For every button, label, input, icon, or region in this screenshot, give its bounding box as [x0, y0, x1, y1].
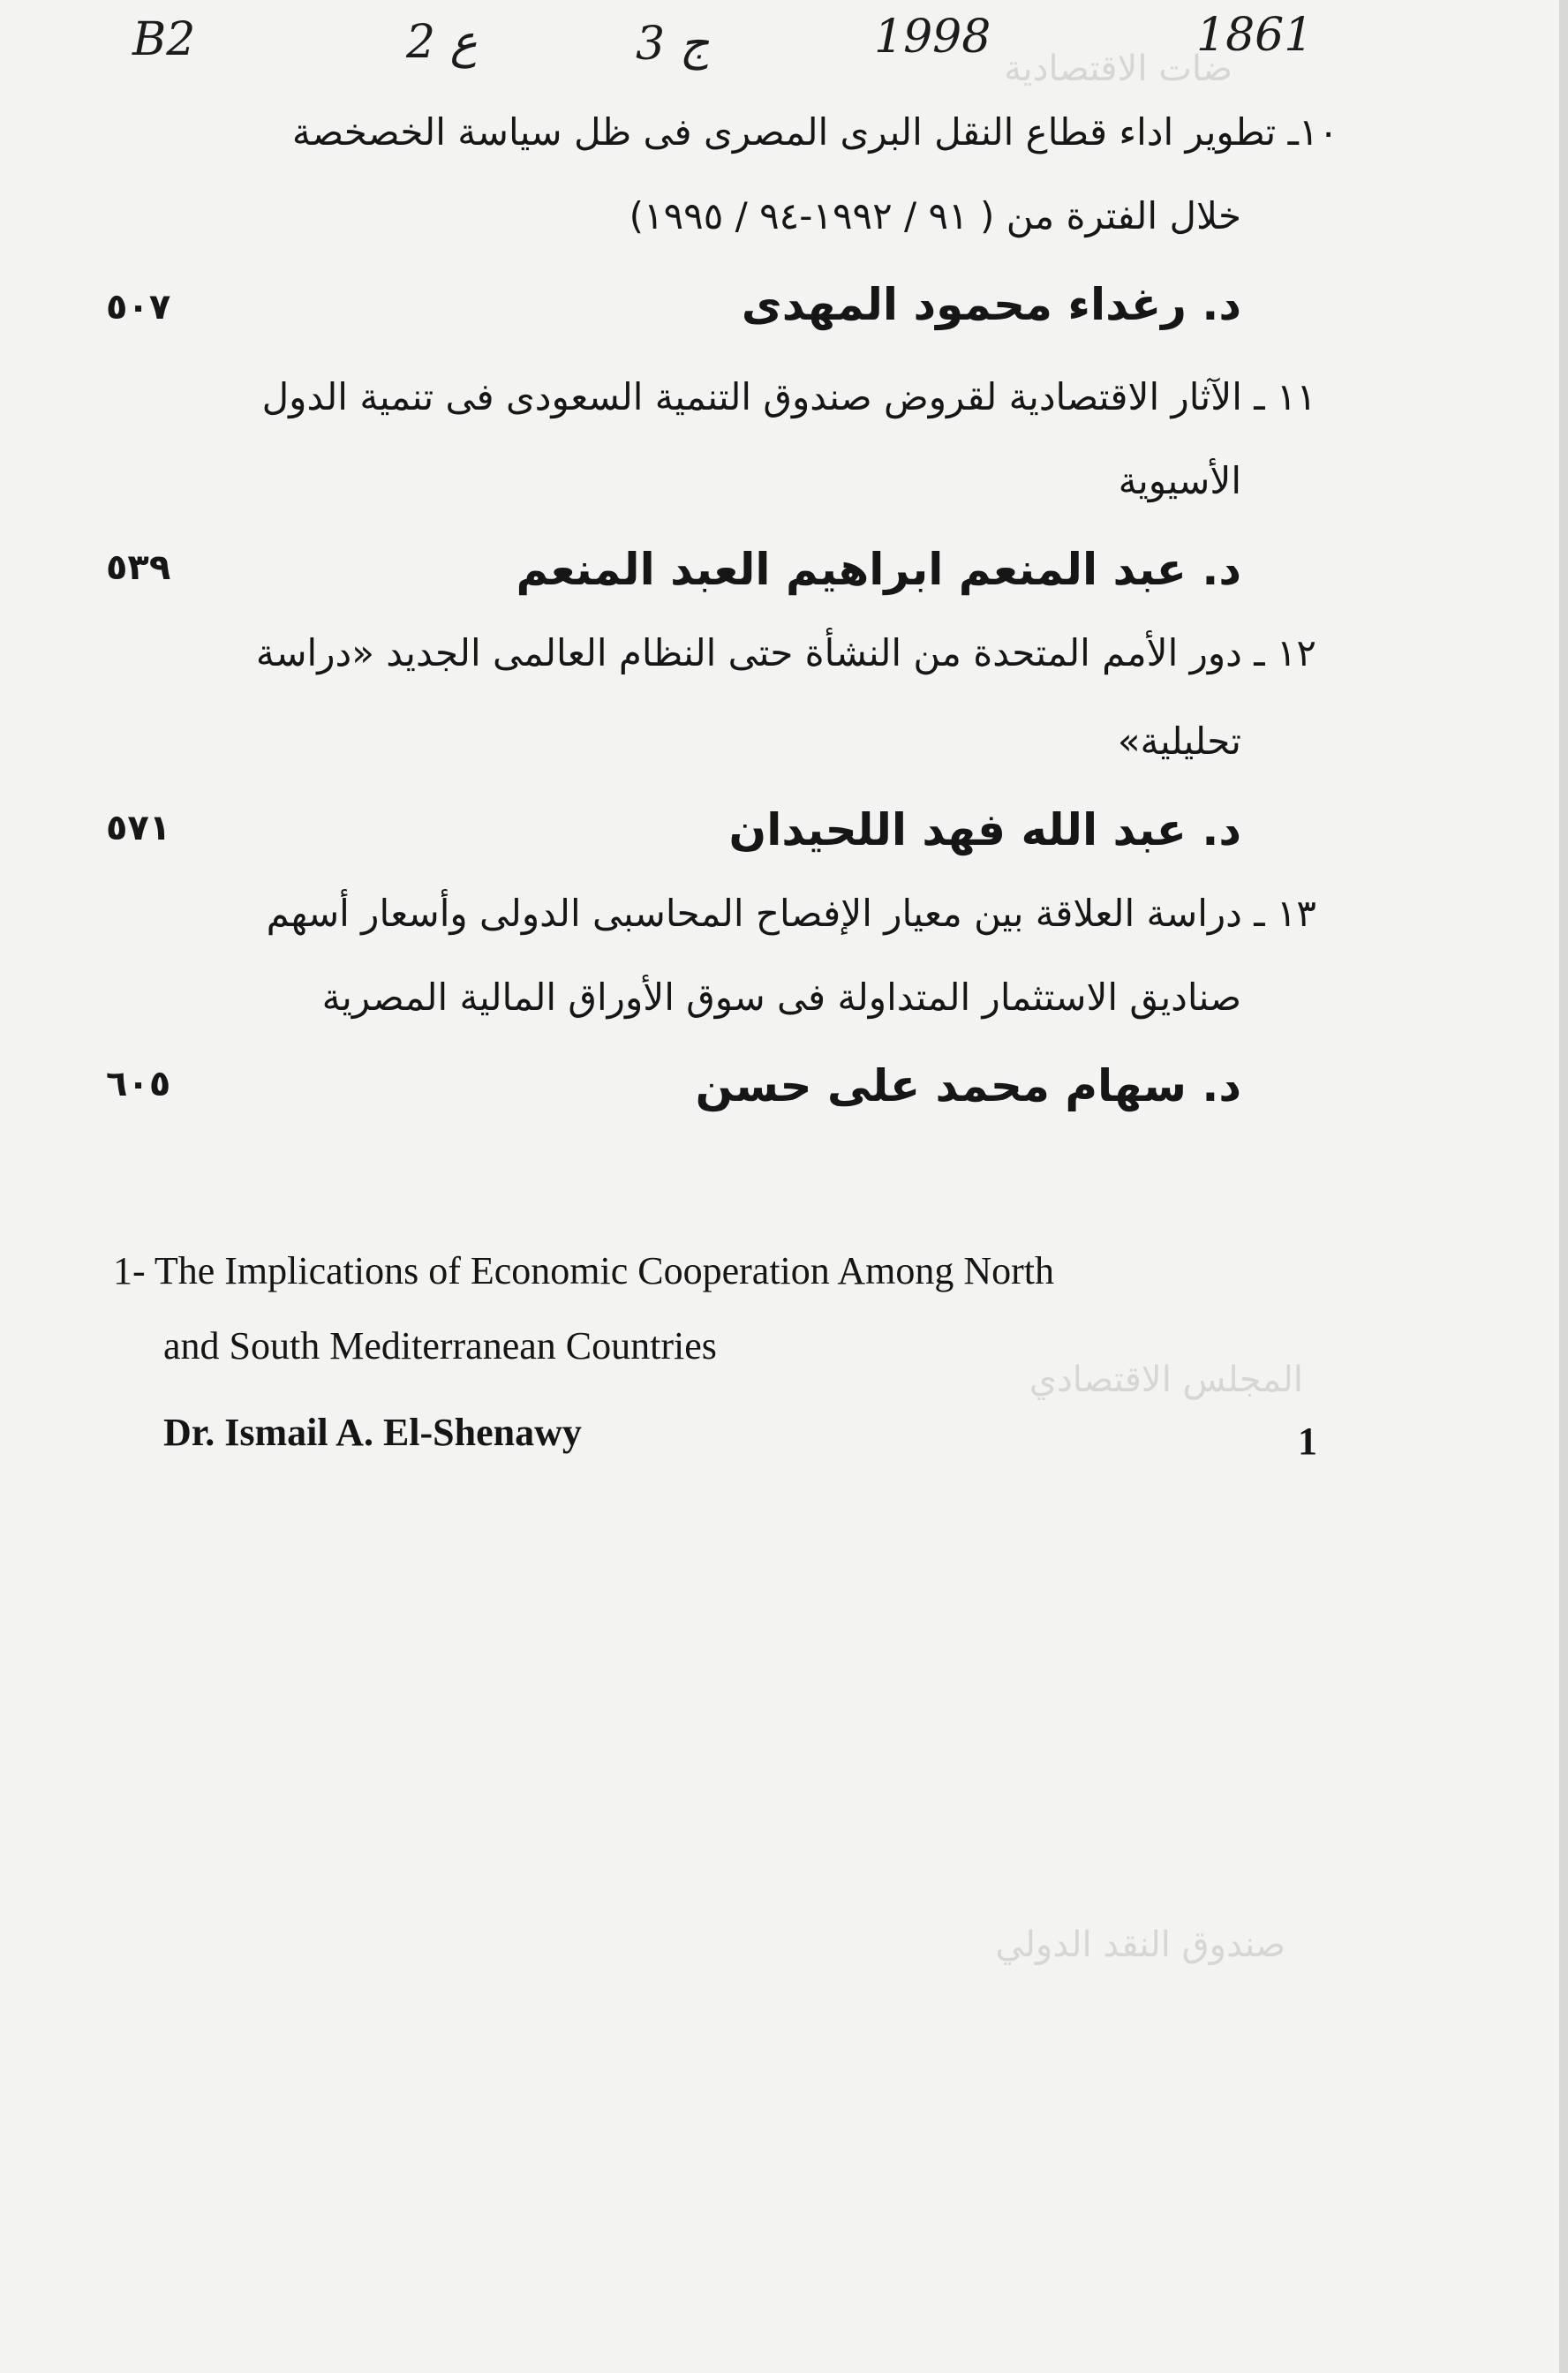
entry-11-title-line2: الأسيوية: [1118, 459, 1241, 502]
entry-10-title-line2: خلال الفترة من ( ٩١ / ١٩٩٢-٩٤ / ١٩٩٥): [629, 194, 1241, 237]
paper-edge: [1559, 0, 1568, 2373]
entry-12-author: د. عبد الله فهد اللحيدان: [728, 804, 1241, 855]
entry-11-page: ٥٣٩: [106, 547, 171, 588]
handwritten-year-note: 1998: [874, 11, 991, 64]
entry-13-page: ٦٠٥: [106, 1064, 171, 1104]
ghost-text-1: ضات الاقتصادية: [1004, 49, 1233, 89]
entry-12-title-line2: تحليلية»: [1117, 719, 1241, 763]
english-entry-page: 1: [1298, 1420, 1317, 1463]
english-entry-title-line1: 1- The Implications of Economic Cooperation Among North: [113, 1249, 1054, 1292]
ghost-text-2: المجلس الاقتصادي: [1029, 1360, 1303, 1400]
entry-10-title-line1: ١٠ـ تطوير اداء قطاع النقل البرى المصرى فى ظل سياسة الخصخصة: [291, 110, 1338, 154]
entry-10-author: د. رغداء محمود المهدى: [741, 279, 1241, 330]
entry-12-page: ٥٧١: [106, 808, 171, 848]
handwritten-left-code: B2: [132, 13, 196, 66]
english-entry-author: Dr. Ismail A. El-Shenawy: [163, 1411, 582, 1454]
ghost-text-3: صندوق النقد الدولي: [995, 1925, 1285, 1965]
handwritten-center-note: 2 ع: [406, 16, 478, 69]
handwritten-right-code: 1861: [1196, 9, 1314, 62]
english-entry-title-line2: and South Mediterranean Countries: [163, 1324, 717, 1367]
entry-11-title-line1: ١١ ـ الآثار الاقتصادية لقروض صندوق التنمية السعودى فى تنمية الدول: [261, 375, 1316, 418]
entry-13-title-line2: صناديق الاستثمار المتداولة فى سوق الأوراق المالية المصرية: [321, 976, 1241, 1019]
handwritten-volume-note: 3 ج: [636, 18, 710, 71]
entry-10-page: ٥٠٧: [106, 287, 171, 328]
entry-11-author: د. عبد المنعم ابراهيم العبد المنعم: [516, 544, 1241, 595]
entry-13-author: د. سهام محمد على حسن: [695, 1060, 1241, 1111]
entry-13-title-line1: ١٣ ـ دراسة العلاقة بين معيار الإفصاح المحاسبى الدولى وأسعار أسهم: [266, 892, 1316, 935]
entry-12-title-line1: ١٢ ـ دور الأمم المتحدة من النشأة حتى النظام العالمى الجديد «دراسة: [255, 631, 1316, 674]
